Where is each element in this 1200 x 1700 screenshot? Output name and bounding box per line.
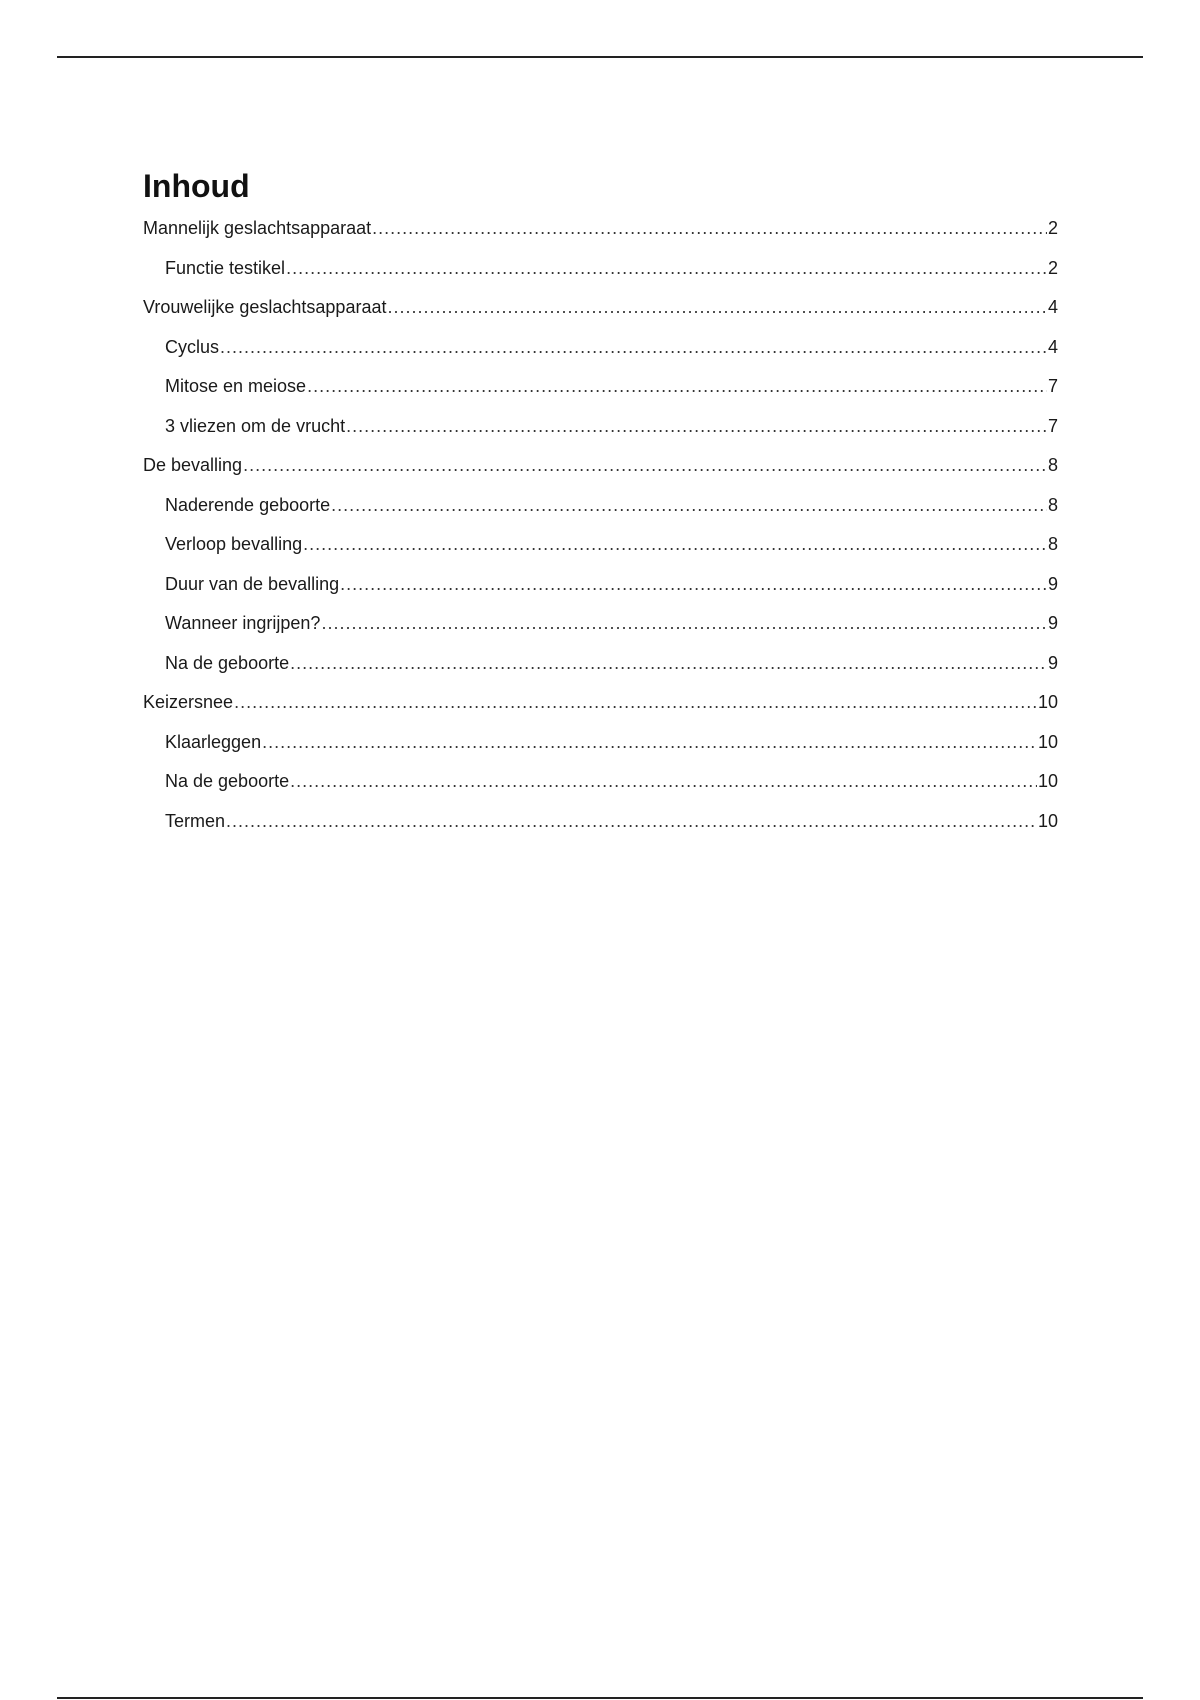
toc-entry-page-number: 9 (1047, 652, 1058, 673)
toc-dot-leader (226, 809, 1037, 833)
table-of-contents (143, 160, 1058, 848)
toc-entry-label: Mitose en meiose (165, 376, 307, 396)
toc-entry-label: De bevalling (143, 455, 243, 475)
toc-entry-label: Na de geboorte (165, 771, 290, 791)
toc-entry-page-number: 9 (1047, 573, 1058, 594)
toc-dot-leader (262, 730, 1037, 754)
toc-entry-label: Klaarleggen (165, 731, 262, 752)
toc-entry[interactable] (143, 730, 1058, 770)
toc-dot-leader (307, 374, 1047, 398)
toc-dot-leader (286, 256, 1047, 280)
toc-title: Inhoud (143, 168, 250, 204)
toc-dot-leader (243, 453, 1047, 477)
toc-entry-label: Na de geboorte (165, 652, 290, 673)
toc-entry-page-number: 4 (1047, 336, 1058, 357)
toc-entry-page-number: 2 (1047, 257, 1058, 278)
toc-entry[interactable] (143, 532, 1058, 572)
toc-dot-leader (331, 493, 1047, 517)
toc-dot-leader (290, 769, 1037, 793)
toc-entry-label: Keizersnee (143, 692, 234, 712)
toc-dot-leader (303, 532, 1047, 556)
toc-dot-leader (387, 295, 1047, 319)
toc-dot-leader (220, 335, 1047, 359)
toc-dot-leader (346, 414, 1047, 438)
toc-entry-page-number: 8 (1047, 455, 1058, 475)
toc-entry[interactable] (143, 809, 1058, 849)
toc-entry-page-number: 7 (1047, 415, 1058, 436)
toc-entry[interactable] (143, 295, 1058, 335)
toc-entry-page-number: 4 (1047, 297, 1058, 317)
toc-dot-leader (290, 651, 1047, 675)
toc-entry[interactable] (143, 453, 1058, 493)
toc-entry-label: Cyclus (165, 336, 220, 357)
toc-entry-page-number: 2 (1047, 218, 1058, 238)
toc-list (143, 216, 1058, 848)
toc-entry-label: Verloop bevalling (165, 534, 303, 554)
toc-dot-leader (234, 690, 1037, 714)
toc-entry[interactable] (143, 374, 1058, 414)
toc-entry-label: Functie testikel (165, 257, 286, 278)
toc-entry-page-number: 10 (1037, 771, 1058, 791)
toc-entry[interactable] (143, 493, 1058, 533)
header-rule (57, 56, 1143, 58)
toc-entry-page-number: 9 (1047, 613, 1058, 633)
toc-entry-label: Termen (165, 810, 226, 831)
toc-entry-page-number: 10 (1037, 731, 1058, 752)
toc-entry-label: Mannelijk geslachtsapparaat (143, 218, 372, 238)
toc-entry[interactable] (143, 414, 1058, 454)
toc-entry[interactable] (143, 611, 1058, 651)
toc-entry-page-number: 10 (1037, 810, 1058, 831)
toc-entry[interactable] (143, 651, 1058, 691)
toc-entry-label: Wanneer ingrijpen? (165, 613, 321, 633)
toc-entry-page-number: 7 (1047, 376, 1058, 396)
toc-entry[interactable] (143, 335, 1058, 375)
toc-dot-leader (372, 216, 1047, 240)
toc-entry-page-number: 10 (1037, 692, 1058, 712)
toc-entry[interactable] (143, 769, 1058, 809)
toc-entry[interactable] (143, 216, 1058, 256)
footer-rule (57, 1697, 1143, 1699)
toc-dot-leader (321, 611, 1047, 635)
toc-entry[interactable] (143, 256, 1058, 296)
toc-entry-label: Duur van de bevalling (165, 573, 340, 594)
toc-entry-page-number: 8 (1047, 494, 1058, 515)
toc-entry[interactable] (143, 572, 1058, 612)
toc-dot-leader (340, 572, 1047, 596)
toc-entry-label: Naderende geboorte (165, 494, 331, 515)
toc-entry-label: 3 vliezen om de vrucht (165, 415, 346, 436)
toc-entry[interactable] (143, 690, 1058, 730)
toc-entry-page-number: 8 (1047, 534, 1058, 554)
toc-entry-label: Vrouwelijke geslachtsapparaat (143, 297, 387, 317)
